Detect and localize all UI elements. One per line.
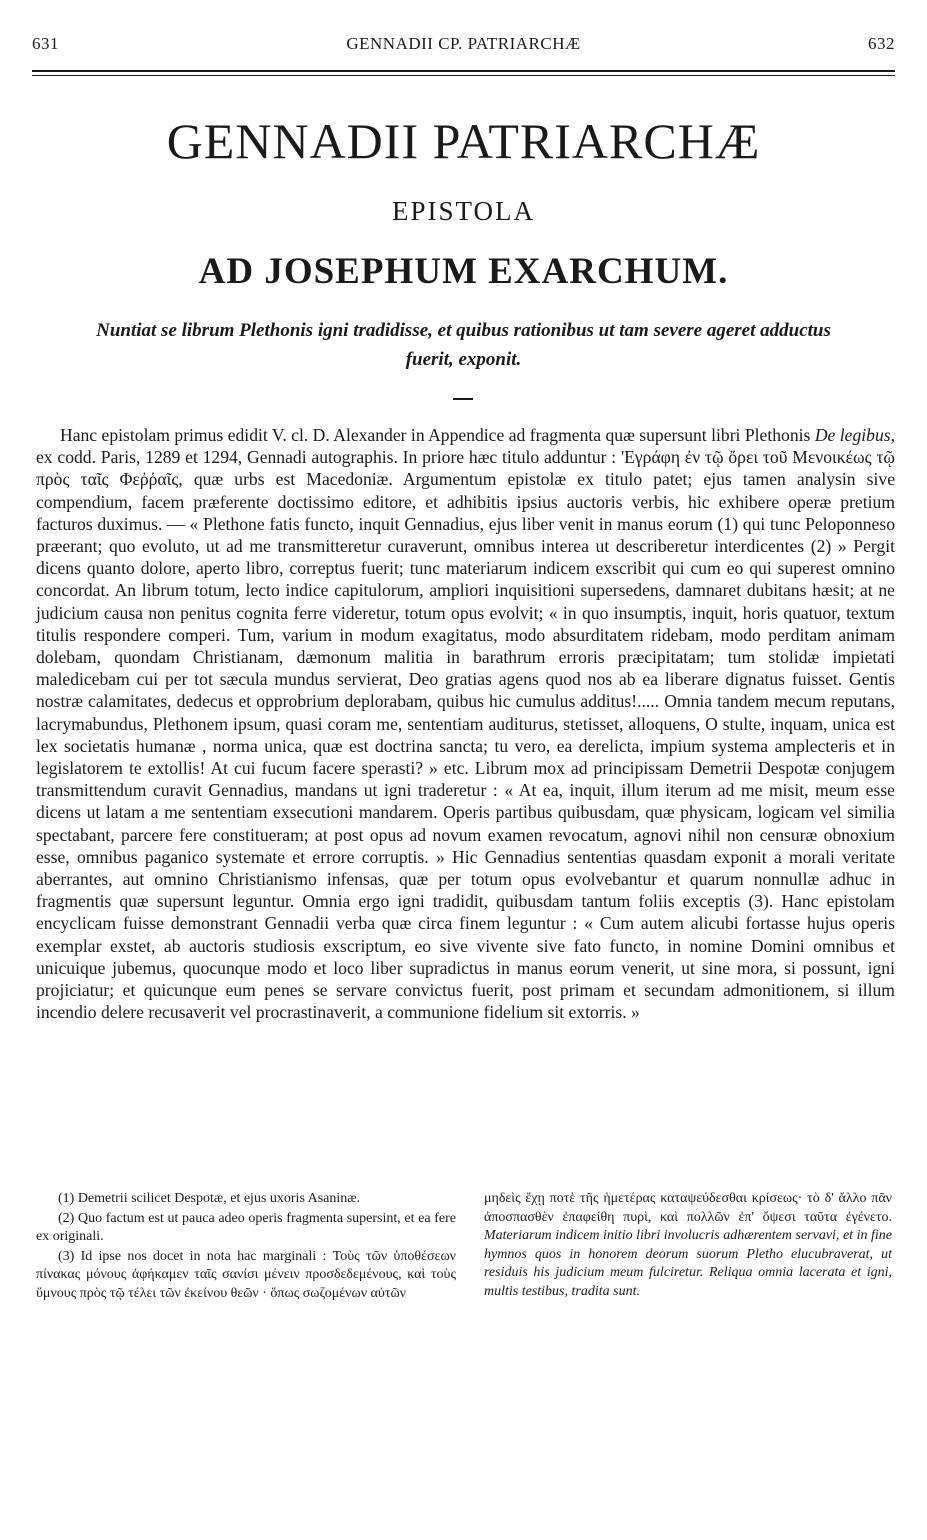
body-text-rest: , ex codd. Paris, 1289 et 1294, Gennadi autographis. In priore hæc titulo adduntur : 'Εγράφη ἐν τῷ ὄρει τοῦ Μενοικέως τῷ πρὸς ταῖς Φεῤῥαῖς, quæ urbs est Macedoniæ. Argumentum epistolæ ex titulo patet; ejus tamen analysin sive compendium, facem præferente doctissimo editore, et adhibitis ipsius auctoris verbis, hic exhibere operæ pretium facturos duximus. — « Plethone fatis functo, inquit Gennadius, ejus liber venit in manus eorum (1) qui tunc Peloponneso præerant; quo evoluto, ut ad me transmitteretur curaverunt, omnibus interea ut describeretur interdicentes (2) » Pergit dicens quanto dolore, aperto libro, correptus fuerit; tunc materiarum indicem exscribit qui cum eo qui superest omnino concordat. An librum totum, lecto indice capitulorum, ampliori inquisitioni supersedens, damnaret dubitans hæsit; at ne judicium causa non penitus cognita ferre videretur, totum opus evolvit; « in quo insumptis, inquit, horis quatuor, textum titulis respondere comperi. Tum, varium in modum exagitatus, modo absurditatem ridebam, modo perditam animam dolebam, quondam Christianam, dæmonum malitia in barathrum erroris præcipitatam; tum stolidæ impietati maledicebam cui per tot sæcula mundus servierat, Deo gratias agens quod nos ab ea liberare dignatus fuisset. Gentis nostræ calamitates, dedecus et opprobrium deplorabam, quibus hic cumulus additus!..... Omnia tandem mecum reputans, lacrymabundus, Plethonem ipsum, quasi coram me, sententiam auditurus, stetisset, alloquens, O stulte, inquam, unica est lex societatis humanæ , norma unica, quæ est doctrina sancta; tu vero, ea derelicta, impium systema amplecteris et in legislatorem te extollis! At cui fucum facere sperasti? » etc. Librum mox ad principissam Demetrii Despotæ conjugem transmittendum curavit Gennadius, mandans ut igni traderetur : « At ea, inquit, illum iterum ad me misit, meum esse dicens ut latam a me sententiam exsecutioni mandarem. Operis partibus quibusdam, quæ physicam, logicam vel similia spectabant, parcere fere constitueram; at post opus ad novum examen revocatum, agnovi nihil non censuræ obnoxium esse, omnibus paganico systemate et errore corruptis. » Hic Gennadius sententias quasdam exponit a morali veritate aberrantes, aut omnino Christianismo infensas, quæ per totum opus evolvebantur et quarum nonnullæ adhuc in fragmentis quæ supersunt leguntur. Omnia ergo igni tradidit, quibusdam tantum foliis exceptis (3). Hanc epistolam encyclicam fuisse demonstrant Gennadii verba quæ circa finem leguntur : « Cum autem alicubi fortasse hujus operis exemplar exstet, ab auctoris studiosis exscriptum, eo sive vivente sive fato functo, in nomine Domini omnibus et unicuique jubemus, quocunque modo et loco liber supradictus in manus eorum venerit, ut sine mora, si possunt, igni projiciatur; et quicunque eum penes se servare convictus fuerit, post primam et secundam admonitionem, si illum incendio delere recusaverit vel procrastinaverit, a communione fidelium sit extorris. » bbox=[36, 425, 895, 1023]
ornament-divider bbox=[453, 398, 473, 403]
footnote-3-greek: μηδεὶς ἔχῃ ποτὲ τῆς ἡμετέρας καταψεύδεσθαι κρίσεως· τὸ δ' ἄλλο πᾶν ἀποσπασθὲν ἐπαφείθη πυρὶ, καὶ πολλῶν ἐπ' ὄψεσι ταῦτα ἐγένετο. bbox=[484, 1191, 892, 1225]
footnote-3-latin: Materiarum indicem initio libri involucris adhærentem servavi, et in fine hymnos quos in honorem deorum suorum Pletho elucubraverat, ut residuis his judicium meum fulciretur. Reliqua omnia lacerata et igni, multis testibus, tradita sunt. bbox=[484, 1228, 892, 1299]
footnote-3-continued bbox=[484, 1190, 892, 1302]
running-title: GENNADII CP. PATRIARCHÆ bbox=[346, 34, 581, 53]
column-number-left: 631 bbox=[32, 34, 59, 53]
body-text bbox=[36, 424, 895, 1023]
footnotes-left bbox=[36, 1190, 456, 1305]
header-rule bbox=[32, 70, 895, 72]
title-sub: EPISTOLA bbox=[391, 196, 535, 226]
header-rule-thin bbox=[32, 75, 895, 76]
footnote-2: (2) Quo factum est ut pauca adeo operis fragmenta supersint, et ea fere ex originali. bbox=[36, 1210, 456, 1245]
body-paragraph bbox=[36, 424, 895, 1023]
footnote-1: (1) Demetrii scilicet Despotæ, et ejus uxoris Asaninæ. bbox=[58, 1191, 361, 1206]
body-text-start: Hanc epistolam primus edidit V. cl. D. Alexander in Appendice ad fragmenta quæ supersunt libri Plethonis bbox=[60, 425, 815, 445]
title-main: GENNADII PATRIARCHÆ bbox=[166, 113, 761, 169]
running-head bbox=[32, 34, 895, 58]
book-title: De legibus bbox=[814, 425, 891, 445]
column-number-right: 632 bbox=[868, 34, 895, 53]
title-addressee: AD JOSEPHUM EXARCHUM. bbox=[198, 251, 729, 292]
footnote-3: (3) Id ipse nos docet in nota hac marginali : Τοὺς τῶν ὑποθέσεων πίνακας μόνους ἀφήκαμεν ταῖς σανίσι μένειν προσδεδεμένους, καὶ τοὺς ὕμνους πρὸς τῷ τέλει τῶν ἐκείνου θεῶν · ὅπως σωζομένων αὐτῶν bbox=[36, 1248, 456, 1301]
argument-summary: Nuntiat se librum Plethonis igni tradidisse, et quibus rationibus ut tam severe ageret adductus fuerit, exponit. bbox=[96, 320, 831, 370]
footnotes-right bbox=[484, 1190, 892, 1303]
